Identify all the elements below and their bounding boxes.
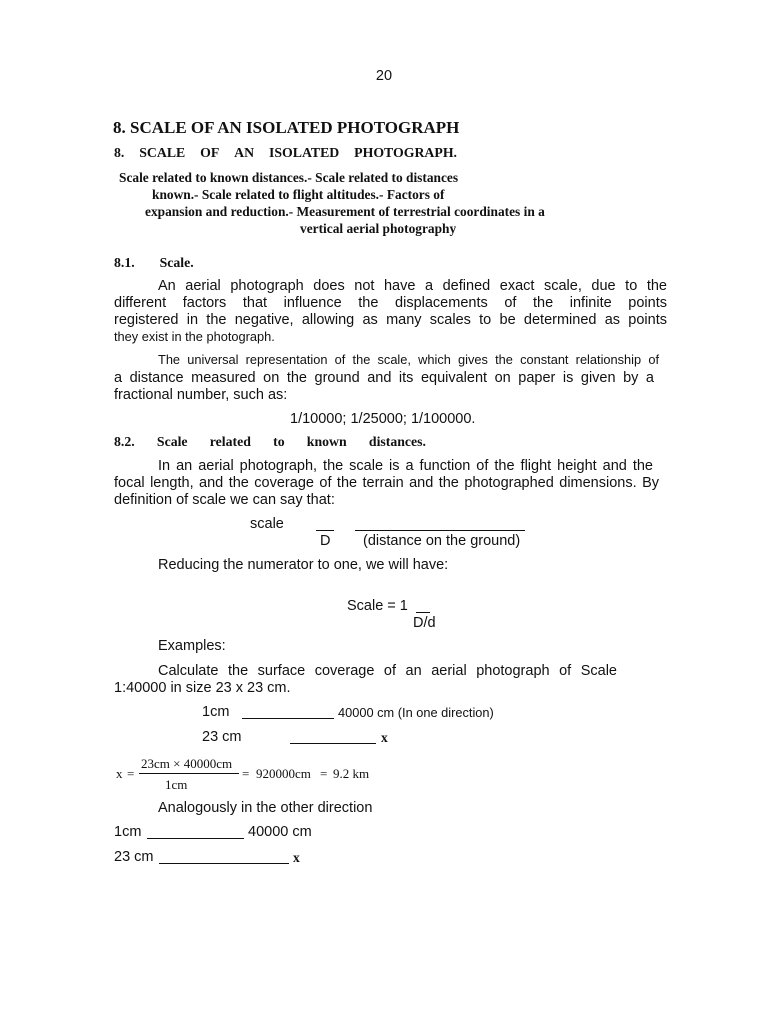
examples-label: Examples: [158, 638, 226, 654]
section-heading-8-1: 8.1. Scale. [114, 255, 194, 270]
section-heading-8-2: 8.2. Scale related to known distances. [114, 434, 426, 449]
rule-left: 1cm [114, 824, 142, 840]
fraction-bar [416, 612, 430, 613]
fraction-bar [316, 530, 334, 531]
rule-line [147, 838, 244, 839]
paragraph-line: registered in the negative, allowing as many scales to be determined as points [114, 312, 667, 328]
fraction-examples: 1/10000; 1/25000; 1/100000. [290, 411, 476, 427]
rule-line [290, 743, 376, 744]
scale-equation: Scale = 1 [347, 598, 408, 614]
calc-denominator: 1cm [165, 777, 188, 792]
paragraph-line: different factors that influence the displacements of the infinite points [114, 295, 667, 311]
paragraph-line: definition of scale we can say that: [114, 492, 335, 508]
rule-right: x [381, 730, 388, 745]
scale-label: scale [250, 516, 284, 532]
fraction-bar [355, 530, 525, 531]
rule-left: 23 cm [202, 729, 242, 745]
rule-line [159, 863, 289, 864]
summary-line: known.- Scale related to flight altitudes.- Factors of [152, 187, 445, 202]
calc-equals: = [127, 766, 135, 781]
rule-left: 1cm [202, 704, 230, 720]
scale-denominator: D [320, 533, 331, 549]
rule-left: 23 cm [114, 849, 154, 865]
fraction-bar [139, 773, 239, 774]
paragraph-line: Reducing the numerator to one, we will have: [158, 557, 449, 573]
paragraph-line: An aerial photograph does not have a defined exact scale, due to the [158, 278, 667, 294]
scale-denominator-desc: (distance on the ground) [363, 533, 521, 549]
page-number: 20 [375, 68, 393, 84]
calc-equals: = [242, 766, 250, 781]
summary-line: expansion and reduction.- Measurement of terrestrial coordinates in a [145, 204, 545, 219]
scale-equation-denominator: D/d [413, 615, 436, 631]
paragraph-line: 1:40000 in size 23 x 23 cm. [114, 680, 291, 696]
chapter-title: 8. SCALE OF AN ISOLATED PHOTOGRAPH [113, 118, 460, 137]
paragraph-line: Calculate the surface coverage of an aerial photograph of Scale [158, 663, 617, 679]
rule-right: x [293, 850, 300, 865]
calc-x: x [116, 766, 123, 781]
calc-equals: = [320, 766, 328, 781]
paragraph-line: a distance measured on the ground and its equivalent on paper is given by a [114, 370, 654, 386]
chapter-subtitle: 8. SCALE OF AN ISOLATED PHOTOGRAPH. [114, 145, 457, 160]
paragraph-line: they exist in the photograph. [114, 329, 275, 344]
paragraph-line: In an aerial photograph, the scale is a function of the flight height and the [158, 458, 653, 474]
rule-right: 40000 cm [248, 824, 312, 840]
summary-line: Scale related to known distances.- Scale related to distances [119, 170, 459, 185]
paragraph-line: focal length, and the coverage of the terrain and the photographed dimensions. By [114, 475, 659, 491]
calc-result-km: 9.2 km [333, 766, 370, 781]
paragraph-line: Analogously in the other direction [158, 800, 373, 816]
calc-numerator: 23cm × 40000cm [141, 756, 233, 771]
calc-result: 920000cm [256, 766, 311, 781]
paragraph-line: The universal representation of the scale, which gives the constant relationship of [158, 352, 659, 367]
summary-line: vertical aerial photography [300, 221, 457, 236]
rule-right: 40000 cm (In one direction) [338, 705, 494, 720]
paragraph-line: fractional number, such as: [114, 387, 288, 403]
rule-line [242, 718, 334, 719]
